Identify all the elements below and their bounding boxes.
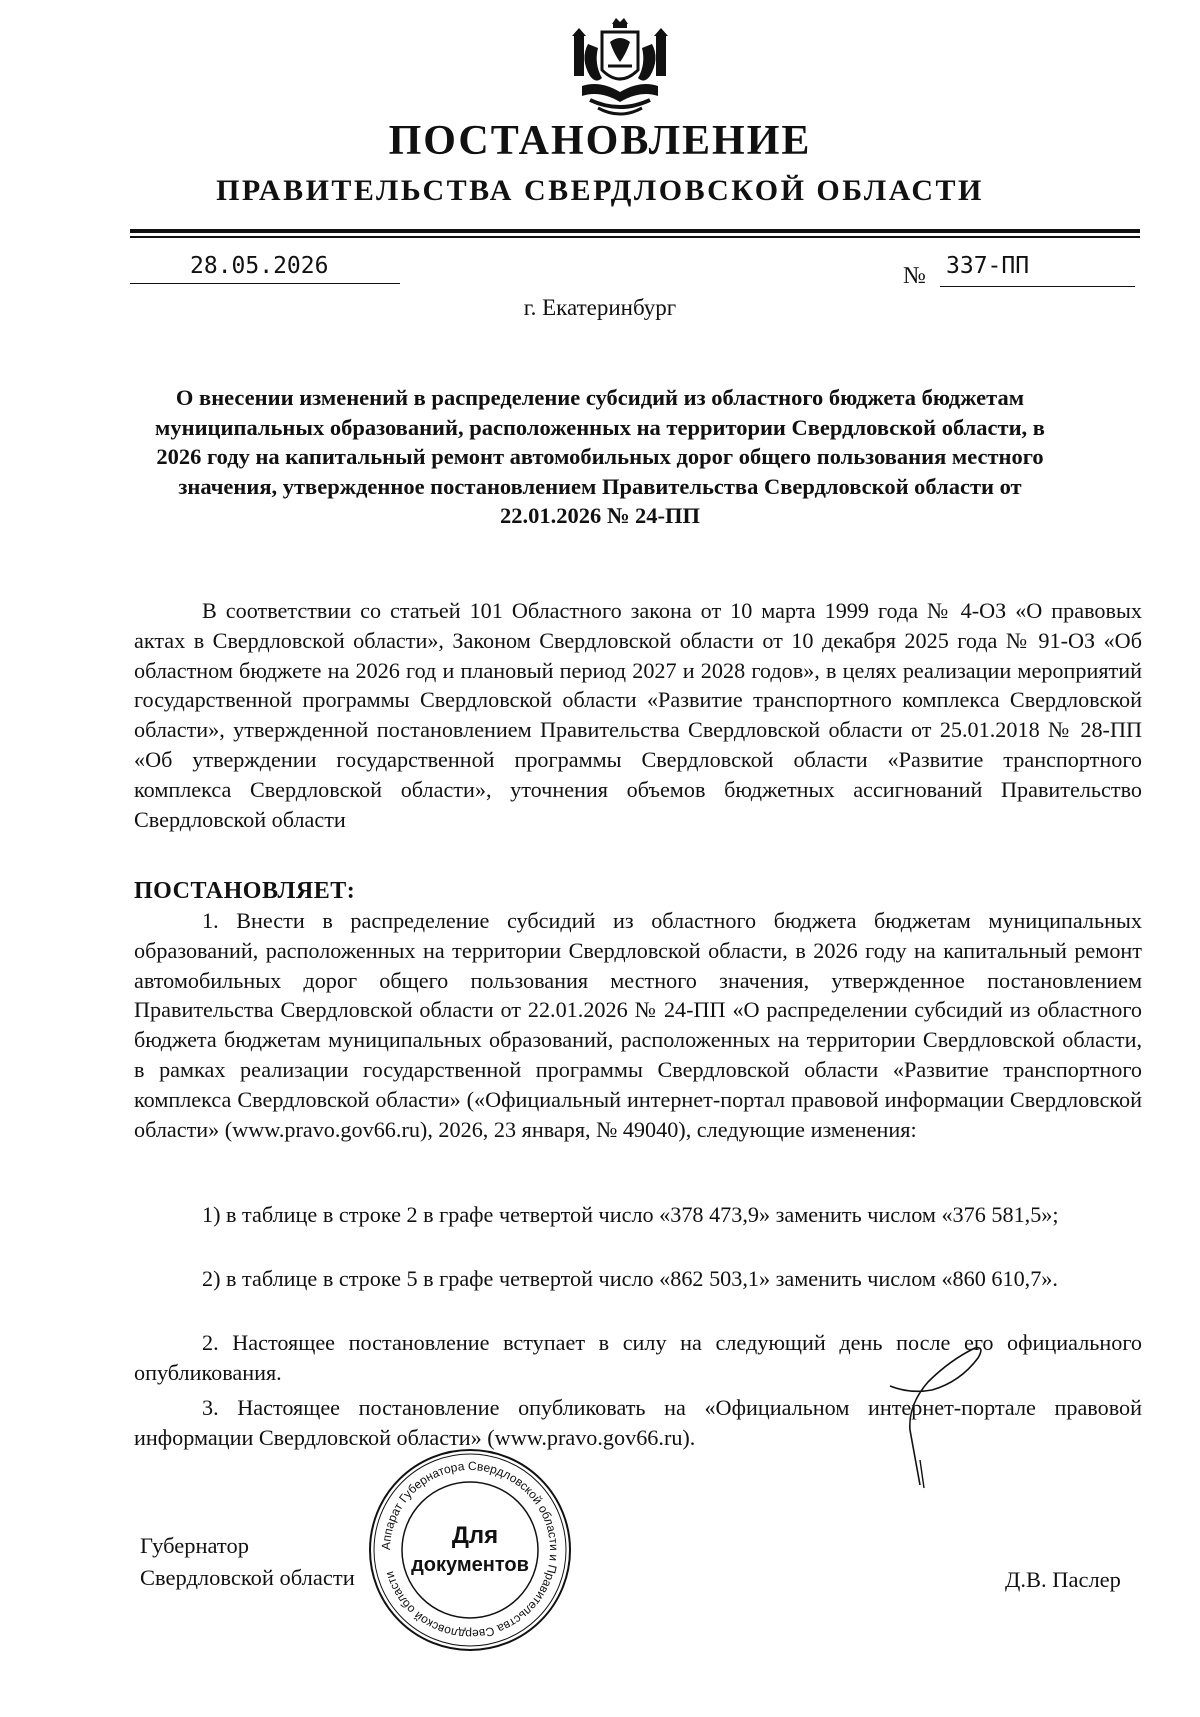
city: г. Екатеринбург — [523, 295, 677, 320]
decree-word: ПОСТАНОВЛЯЕТ: — [134, 878, 356, 904]
document-type-heading: ПОСТАНОВЛЕНИЕ — [388, 118, 812, 164]
document-title: О внесении изменений в распределение субсидий из областного бюджета бюджетам муниципальных образований, расположенных на территории Свердловской области, в 2026 году на капитальный ремонт автомобильных дорог общего пользования местного значения, утвержденное постановлением Правительства Свердловской области от 22.01.2026 № 24-ПП — [155, 385, 1045, 528]
item-1-subitem-1: 1) в таблице в строке 2 в графе четвертой число «378 473,9» заменить числом «376 581,5»; — [202, 1202, 1059, 1227]
svg-text:Аппарат Губернатора Свердловск — [379, 1459, 561, 1641]
document-date: 28.05.2026 — [190, 253, 329, 279]
item-2-paragraph: 2. Настоящее постановление вступает в силу на следующий день после его официального опубликования. — [134, 1330, 1142, 1385]
item-1-paragraph: 1. Внести в распределение субсидий из областного бюджета бюджетам муниципальных образований, расположенных на территории Свердловской области, в 2026 году на капитальный ремонт автомобильных дорог общего пользования местного значения, утвержденное постановлением Правительства Свердловской области от 22.01.2026 № 24-ПП «О распределении субсидий из областного бюджета бюджетам муниципальных образований, расположенных на территории Свердловской области, в рамках реализации государственной программы Свердловской области «Развитие транспортного комплекса Свердловской области» («Официальный интернет-портал правовой информации Свердловской области» (www.pravo.gov66.ru), 2026, 23 января, № 49040), следующие изменения: — [134, 908, 1142, 1142]
handwritten-signature — [850, 1310, 990, 1490]
item-3-paragraph: 3. Настоящее постановление опубликовать на «Официальном интернет-портале правовой информации Свердловской области» (www.pravo.gov66.ru). — [134, 1395, 1142, 1450]
coat-of-arms-emblem — [560, 14, 680, 122]
signatory-position-line-2: Свердловской области — [140, 1565, 355, 1590]
stamp-center-line-2: документов — [411, 1554, 529, 1576]
stamp-ring-text: Аппарат Губернатора Свердловской области и Правительства Свердловской области — [378, 1458, 562, 1642]
number-underline — [940, 286, 1135, 287]
date-underline — [130, 283, 400, 284]
number-sign: № — [903, 263, 926, 289]
signatory-name: Д.В. Паслер — [1005, 1567, 1121, 1592]
document-number: 337-ПП — [946, 253, 1030, 279]
stamp-center-line-1: Для — [451, 1522, 499, 1549]
signatory-position-line-1: Губернатор — [140, 1533, 249, 1558]
header-rule-thick — [130, 229, 1140, 233]
official-stamp — [365, 1445, 575, 1655]
preamble-paragraph: В соответствии со статьей 101 Областного закона от 10 марта 1999 года № 4-ОЗ «О правовых актах в Свердловской области», Законом Свердловской области от 10 декабря 2025 года № 91-ОЗ «Об областном бюджете на 2026 год и плановый период 2027 и 2028 годов», в целях реализации мероприятий государственной программы Свердловской области «Развитие транспортного комплекса Свердловской области», утвержденной постановлением Правительства Свердловской области от 25.01.2018 № 28-ПП «Об утверждении государственной программы Свердловской области «Развитие транспортного комплекса Свердловской области», уточнения объемов бюджетных ассигнований Правительство Свердловской области — [134, 598, 1142, 832]
header-rule-thin — [130, 236, 1140, 238]
item-1-subitem-2: 2) в таблице в строке 5 в графе четвертой число «862 503,1» заменить числом «860 610,7». — [202, 1266, 1058, 1291]
issuer-heading: ПРАВИТЕЛЬСТВА СВЕРДЛОВСКОЙ ОБЛАСТИ — [216, 174, 984, 207]
signatory-position — [140, 1530, 355, 1594]
